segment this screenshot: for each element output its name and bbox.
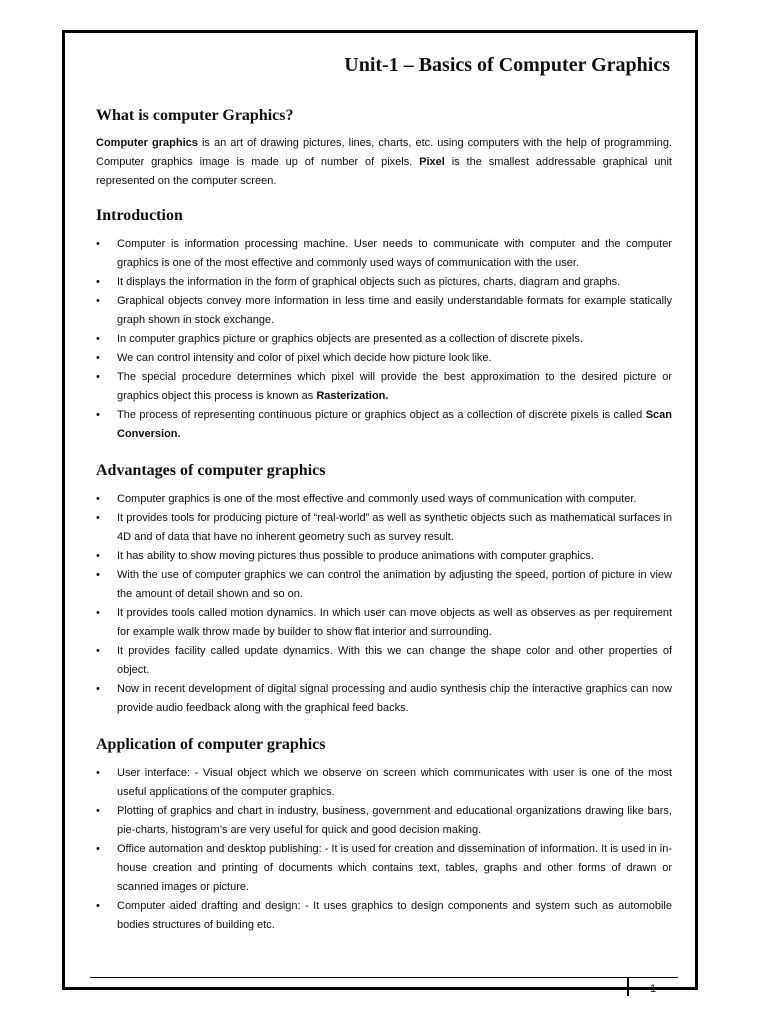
list-item — [96, 368, 672, 406]
list-item: • It provides facility called update dynamics. With this we can change the shape color and other properties of object. — [96, 642, 672, 680]
heading-applications: Application of computer graphics — [96, 736, 326, 753]
list-item: • It displays the information in the form of graphical objects such as pictures, charts, diagram and graphs. — [96, 273, 672, 292]
heading-advantages: Advantages of computer graphics — [96, 462, 326, 479]
definition-text-2: is the smallest addressable graphical unit represented on the computer screen. — [96, 156, 672, 187]
list-item: • It provides tools called motion dynamics. In which user can move objects as well as observes as per requirement for example walk throw made by builder to show flat interior and surrounding. — [96, 604, 672, 642]
list-item: • We can control intensity and color of pixel which decide how picture look like. — [96, 349, 672, 368]
list-item: • Computer is information processing machine. User needs to communicate with computer and the computer graphics is one of the most effective and commonly used ways of communication with the user. — [96, 235, 672, 273]
list-item: • Office automation and desktop publishing: - It is used for creation and dissemination of information. It is used in in-house creation and printing of documents which contains text, tables, graphs and other forms of drawn or scanned images or picture. — [96, 840, 672, 897]
list-item: • In computer graphics picture or graphics objects are presented as a collection of discrete pixels. — [96, 330, 672, 349]
term-computer-graphics: Computer graphics — [96, 137, 198, 149]
advantages-list — [96, 490, 672, 718]
applications-list — [96, 764, 672, 935]
definition-text-1: is an art of drawing pictures, lines, charts, etc. using computers with the help of programming. Computer graphics image is made up of number of pixels. — [96, 137, 673, 168]
term-rasterization: Rasterization. — [316, 390, 389, 402]
list-item: • Plotting of graphics and chart in industry, business, government and educational organizations drawing like bars, pie-charts, histogram’s are very useful for quick and good decision making. — [96, 802, 672, 840]
list-item: • Computer aided drafting and design: - It uses graphics to design components and system such as automobile bodies structures of building etc. — [96, 897, 672, 935]
list-item: • User interface: - Visual object which we observe on screen which communicates with user is one of the most useful applications of the computer graphics. — [96, 764, 672, 802]
heading-introduction: Introduction — [96, 207, 183, 224]
list-item: • It has ability to show moving pictures thus possible to produce animations with computer graphics. — [96, 547, 672, 566]
list-item — [96, 406, 672, 444]
footer-divider — [627, 977, 629, 996]
term-scan-conversion: Scan Conversion. — [117, 409, 672, 440]
list-item: • Now in recent development of digital signal processing and audio synthesis chip the interactive graphics can now provide audio feedback along with the graphical feed backs. — [96, 680, 672, 718]
heading-what-is-computer-graphics: What is computer Graphics? — [96, 107, 294, 124]
list-item: • It provides tools for producing picture of “real-world” as well as synthetic objects such as mathematical surfaces in 4D and of data that have no inherent geometry such as survey result. — [96, 509, 672, 547]
page-number: 1 — [650, 983, 657, 995]
list-item: • Computer graphics is one of the most effective and commonly used ways of communication with computer. — [96, 490, 672, 509]
definition-paragraph — [96, 134, 672, 191]
list-item: • Graphical objects convey more information in less time and easily understandable formats for example statically graph shown in stock exchange. — [96, 292, 672, 330]
rasterization-text: The special procedure determines which pixel will provide the best approximation to the desired picture or graphics object this process is known as — [117, 371, 672, 402]
introduction-list — [96, 235, 672, 444]
unit-title: Unit-1 – Basics of Computer Graphics — [344, 54, 670, 76]
list-item: • With the use of computer graphics we can control the animation by adjusting the speed, portion of picture in view the amount of detail shown and so on. — [96, 566, 672, 604]
scan-conversion-text: The process of representing continuous picture or graphics object as a collection of discrete pixels is called — [117, 409, 646, 421]
footer-rule — [90, 977, 678, 978]
page-content — [96, 50, 672, 935]
term-pixel: Pixel — [419, 156, 445, 168]
